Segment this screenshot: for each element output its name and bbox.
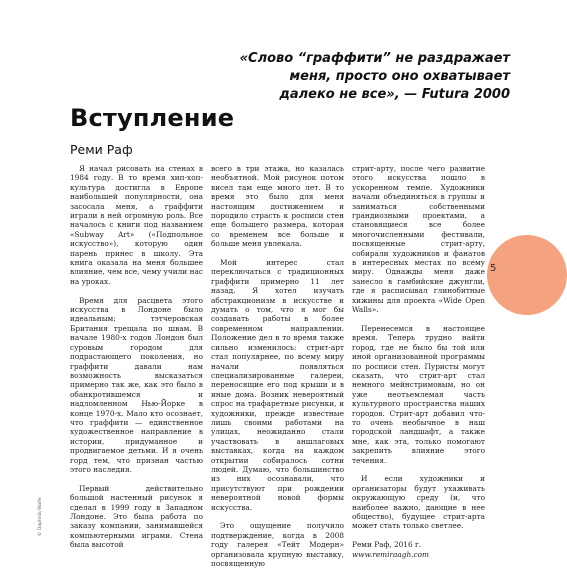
paragraph: Время для расцвета этого искусства в Лондоне было идеальным: тэтчеровская Британия трещала по швам. В начале 1980-х годов Лондон был суровым городом для подрастающего поколения, но граффити давали нам возможность высказаться примерно так же, как это было в обанкротившемся и надломленном Нью-Йорке в конце 1970-х. Мало кто осознает, что граффити — единственное художественное направление в истории, придуманное и продвигаемое детьми. И я очень горд тем, что признан частью этого наследия. (70, 295, 203, 474)
paragraph: всего в три этажа, но казалась необъятной. Мой рисунок потом висел там еще много лет. В то время это было для меня настоящим достижением и породило страсть к росписи стен еще большего размера, которая со временем все больше и больше меня увлекала. (211, 164, 344, 249)
signature-name: Реми Раф, 2016 г. (352, 540, 422, 550)
quote-line-1: «Слово “граффити” не раздражает (239, 51, 510, 66)
quote-line-3: далеко не все», — Futura 2000 (279, 87, 510, 102)
page-number: 5 (490, 263, 497, 274)
page-number-tab (487, 235, 567, 315)
signature-website: www.remiraagh.com (352, 549, 430, 559)
epigraph-quote (210, 50, 510, 104)
paragraph: Первый действительно большой настенный рисунок я сделал в 1999 году в Западном Лондоне. Это была работа по заказу компании, занимавшейся компьютерными играми. Стена была высотой (70, 483, 203, 550)
text-column-1 (70, 164, 203, 559)
paragraph: Мой интерес стал переключаться с традиционных граффити примерно 11 лет назад. Я хотел изучать абстракционизм в искусстве и думать о том, что я мог бы создавать работы в более современном направлении. Положение дел в то время также сильно изменилось: стрит-арт стал популярнее, по всему миру начали появляться специализированные галереи, переносящие его под крыши и в иные дома. Возник невероятный спрос на трафаретные рисунки, и художники, прежде известные лишь своими работами на улицах, неожиданно стали участвовать в аншлаговых выставках, когда на каждом открытии собиралось сотни людей. Думаю, что большинство из них осознавали, что присутствуют при рождении невероятной новой формы искусства. (211, 258, 344, 512)
side-credit: © Daphnia Wolfe (38, 497, 43, 536)
text-column-3 (352, 164, 485, 568)
chapter-author: Реми Раф (70, 142, 133, 157)
paragraph: Это ощущение получило подтверждение, когда в 2008 году галерея «Тейт Модерн» организовала крупную выставку, посвященную (211, 521, 344, 569)
paragraph: стрит-арту, после чего развитие этого искусства пошло в ускоренном темпе. Художники начали объединяться в группы и заниматься собственными грандиозными проектами, а становящиеся все более многочисленными фестивали, посвященные стрит-арту, собирали художников и фанатов в интересных местах по всему миру. Однажды меня даже занесло в гамбийские джунгли, где я расписывал глинобитные хижины для проекта «Wide Open Walls». (352, 164, 485, 315)
paragraph: И если художники и организаторы будут ухаживать окружающую среду (и, что наиболее важно, дающие в нее общество), будущее стрит-арта может стать только светлее. (352, 474, 485, 531)
quote-line-2: меня, просто оно охватывает (289, 69, 510, 84)
chapter-title: Вступление (70, 104, 235, 132)
paragraph: Я начал рисовать на стенах в 1984 году. В то время хип-хоп-культура достигла в Европе наибольшей популярности, она засосала меня, а граффити играли в ней огромную роль. Все началось с книги под названием «Subway Art» («Подпольное искусство»), которую один парень принес в школу. Эта книга оказала на меня большее влияние, чем все, чему учили нас на уроках. (70, 164, 203, 286)
text-column-2 (211, 164, 344, 578)
paragraph: Перенесемся в настоящее время. Теперь трудно найти город, где не было бы той или иной организованной программы по росписи стен. Пуристы могут сказать, что стрит-арт стал немного мейнстримовым, но он уже неотъемлемая часть культурного пространства наших городов. Стрит-арт добавил что-то очень необычное в наш городской ландшафт, а также мне, как эта, только помогают закрепить влияние этого течения. (352, 323, 485, 465)
signature (352, 540, 485, 559)
